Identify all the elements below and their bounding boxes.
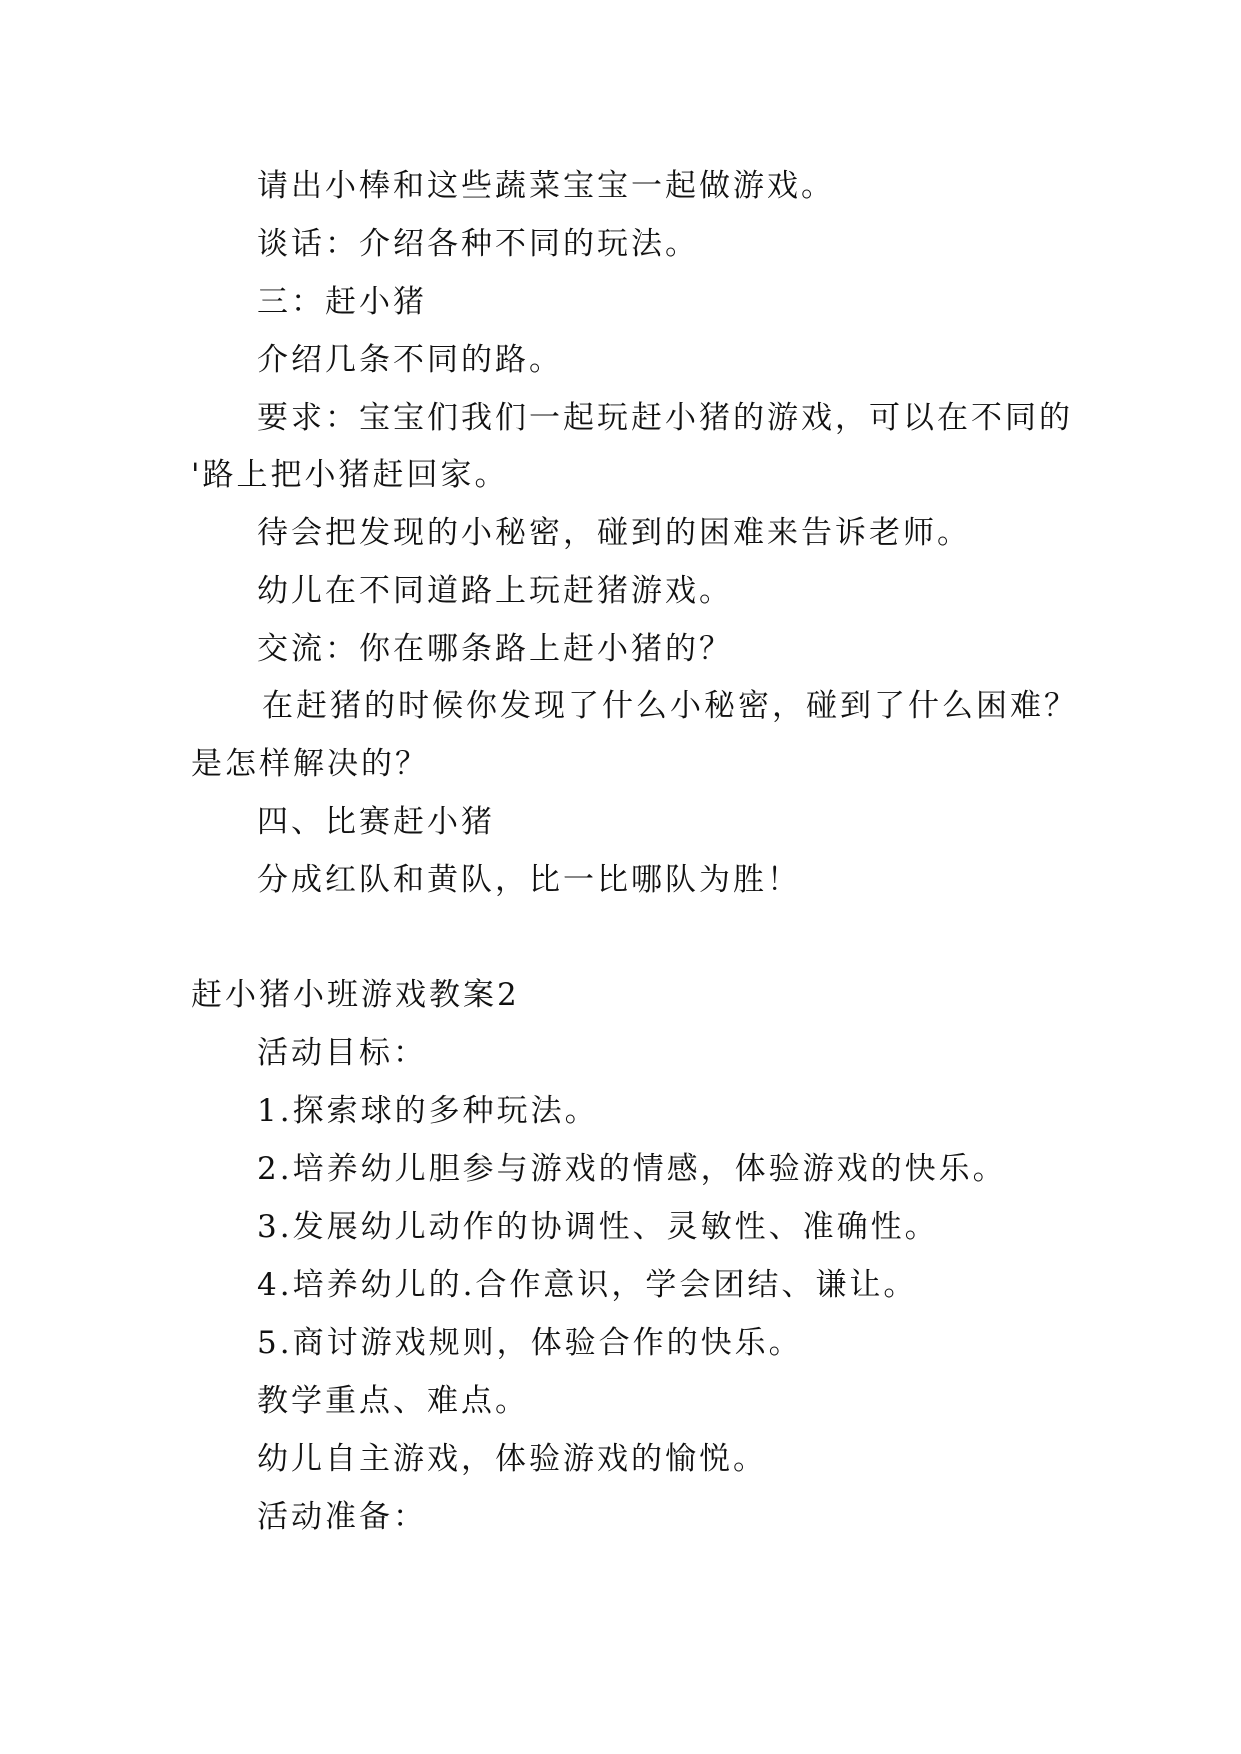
paragraph-line: '路上把小猪赶回家。 [191,457,509,493]
paragraph-line: 在赶猪的时候你发现了什么小秘密，碰到了什么困难？ [262,688,1078,724]
list-item: 1.探索球的多种玩法。 [257,1093,599,1129]
paragraph-line: 活动目标： [257,1035,427,1071]
list-item: 2.培养幼儿胆参与游戏的情感，体验游戏的快乐。 [257,1151,1007,1187]
paragraph-line: 幼儿在不同道路上玩赶猪游戏。 [257,573,733,609]
paragraph-line: 幼儿自主游戏，体验游戏的愉悦。 [257,1441,767,1477]
paragraph-line: 要求：宝宝们我们一起玩赶小猪的游戏，可以在不同的 [257,400,1073,436]
list-item: 3.发展幼儿动作的协调性、灵敏性、准确性。 [257,1209,939,1245]
document-title: 赶小猪小班游戏教案2 [191,977,520,1013]
paragraph-line: 活动准备： [257,1499,427,1535]
paragraph-line: 交流：你在哪条路上赶小猪的？ [257,631,733,667]
paragraph-line: 是怎样解决的？ [191,746,429,782]
list-item: 4.培养幼儿的.合作意识，学会团结、谦让。 [257,1267,918,1303]
list-item: 5.商讨游戏规则，体验合作的快乐。 [257,1325,803,1361]
paragraph-line: 请出小棒和这些蔬菜宝宝一起做游戏。 [257,168,835,204]
paragraph-line: 待会把发现的小秘密，碰到的困难来告诉老师。 [257,515,971,551]
paragraph-line: 分成红队和黄队，比一比哪队为胜！ [257,862,801,898]
section-heading: 四、比赛赶小猪 [257,804,495,840]
paragraph-line: 谈话：介绍各种不同的玩法。 [257,226,699,262]
paragraph-line: 介绍几条不同的路。 [257,342,563,378]
paragraph-line: 教学重点、难点。 [257,1383,529,1419]
section-heading: 三：赶小猪 [257,284,427,320]
